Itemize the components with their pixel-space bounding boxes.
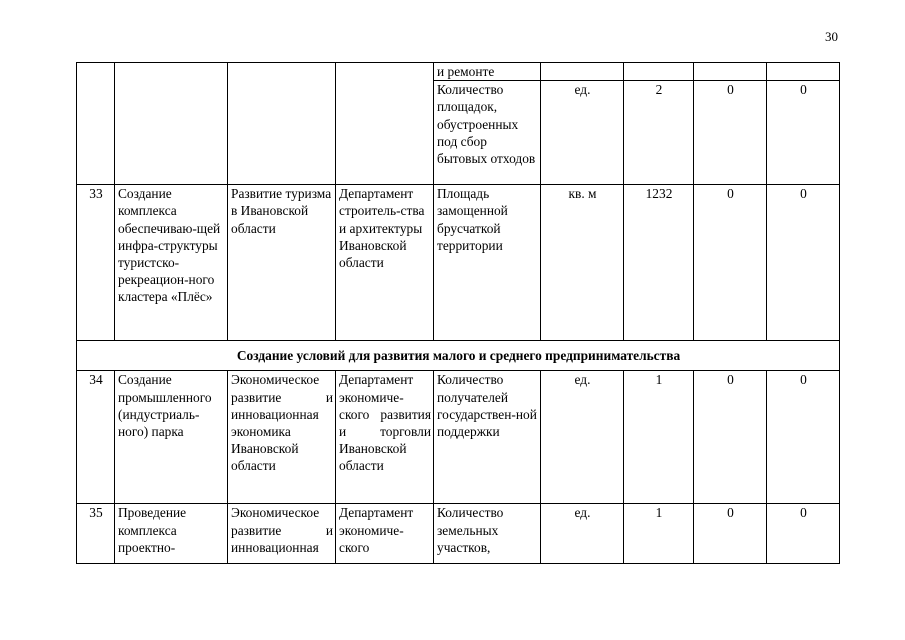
- value-cell-2: 0: [694, 371, 767, 504]
- program-name: Экономическое развитие и инновационная экономика Ивановской области: [228, 371, 336, 504]
- unit-cell: ед.: [541, 81, 624, 185]
- value-cell-3: 0: [767, 81, 840, 185]
- section-title: Создание условий для развития малого и среднего предпринимательства: [77, 341, 840, 371]
- section-heading-row: [77, 341, 840, 371]
- program-name: [228, 63, 336, 185]
- unit-cell: [541, 63, 624, 81]
- value-cell-1: 1: [624, 371, 694, 504]
- value-cell-2: 0: [694, 185, 767, 341]
- table-row: [77, 185, 840, 341]
- indicator-name: Количество земельных участков,: [434, 504, 541, 564]
- table-row: [77, 504, 840, 564]
- row-number: 35: [77, 504, 115, 564]
- indicator-name: Количество площадок, обустроенных под сбор бытовых отходов: [434, 81, 541, 185]
- indicator-name: Площадь замощенной брусчаткой территории: [434, 185, 541, 341]
- unit-cell: ед.: [541, 504, 624, 564]
- value-cell-3: [767, 63, 840, 81]
- measure-title: Проведение комплекса проектно-: [115, 504, 228, 564]
- program-name: Экономическое развитие и инновационная: [228, 504, 336, 564]
- row-number: 34: [77, 371, 115, 504]
- row-number: [77, 63, 115, 185]
- measure-title: Создание комплекса обеспечиваю-щей инфра-структуры туристско-рекреацион-ного кластера «Плёс»: [115, 185, 228, 341]
- value-cell-2: [694, 63, 767, 81]
- measure-title: Создание промышленного (индустриаль-ного) парка: [115, 371, 228, 504]
- value-cell-1: [624, 63, 694, 81]
- value-cell-2: 0: [694, 81, 767, 185]
- indicator-name: и ремонте: [434, 63, 541, 81]
- value-cell-1: 1: [624, 504, 694, 564]
- measure-title: [115, 63, 228, 185]
- unit-cell: ед.: [541, 371, 624, 504]
- table-row: [77, 63, 840, 81]
- value-cell-2: 0: [694, 504, 767, 564]
- value-cell-3: 0: [767, 185, 840, 341]
- page-number: 30: [825, 29, 838, 44]
- executor-name: [336, 63, 434, 185]
- unit-cell: кв. м: [541, 185, 624, 341]
- table-row: [77, 371, 840, 504]
- program-name: Развитие туризма в Ивановской области: [228, 185, 336, 341]
- value-cell-3: 0: [767, 504, 840, 564]
- value-cell-3: 0: [767, 371, 840, 504]
- row-number: 33: [77, 185, 115, 341]
- program-indicators-table: [76, 62, 840, 564]
- value-cell-1: 2: [624, 81, 694, 185]
- value-cell-1: 1232: [624, 185, 694, 341]
- indicator-name: Количество получателей государствен-ной поддержки: [434, 371, 541, 504]
- executor-name: Департамент строитель-ства и архитектуры Ивановской области: [336, 185, 434, 341]
- executor-name: Департамент экономиче-ского: [336, 504, 434, 564]
- executor-name: Департамент экономиче-ского развития и торговли Ивановской области: [336, 371, 434, 504]
